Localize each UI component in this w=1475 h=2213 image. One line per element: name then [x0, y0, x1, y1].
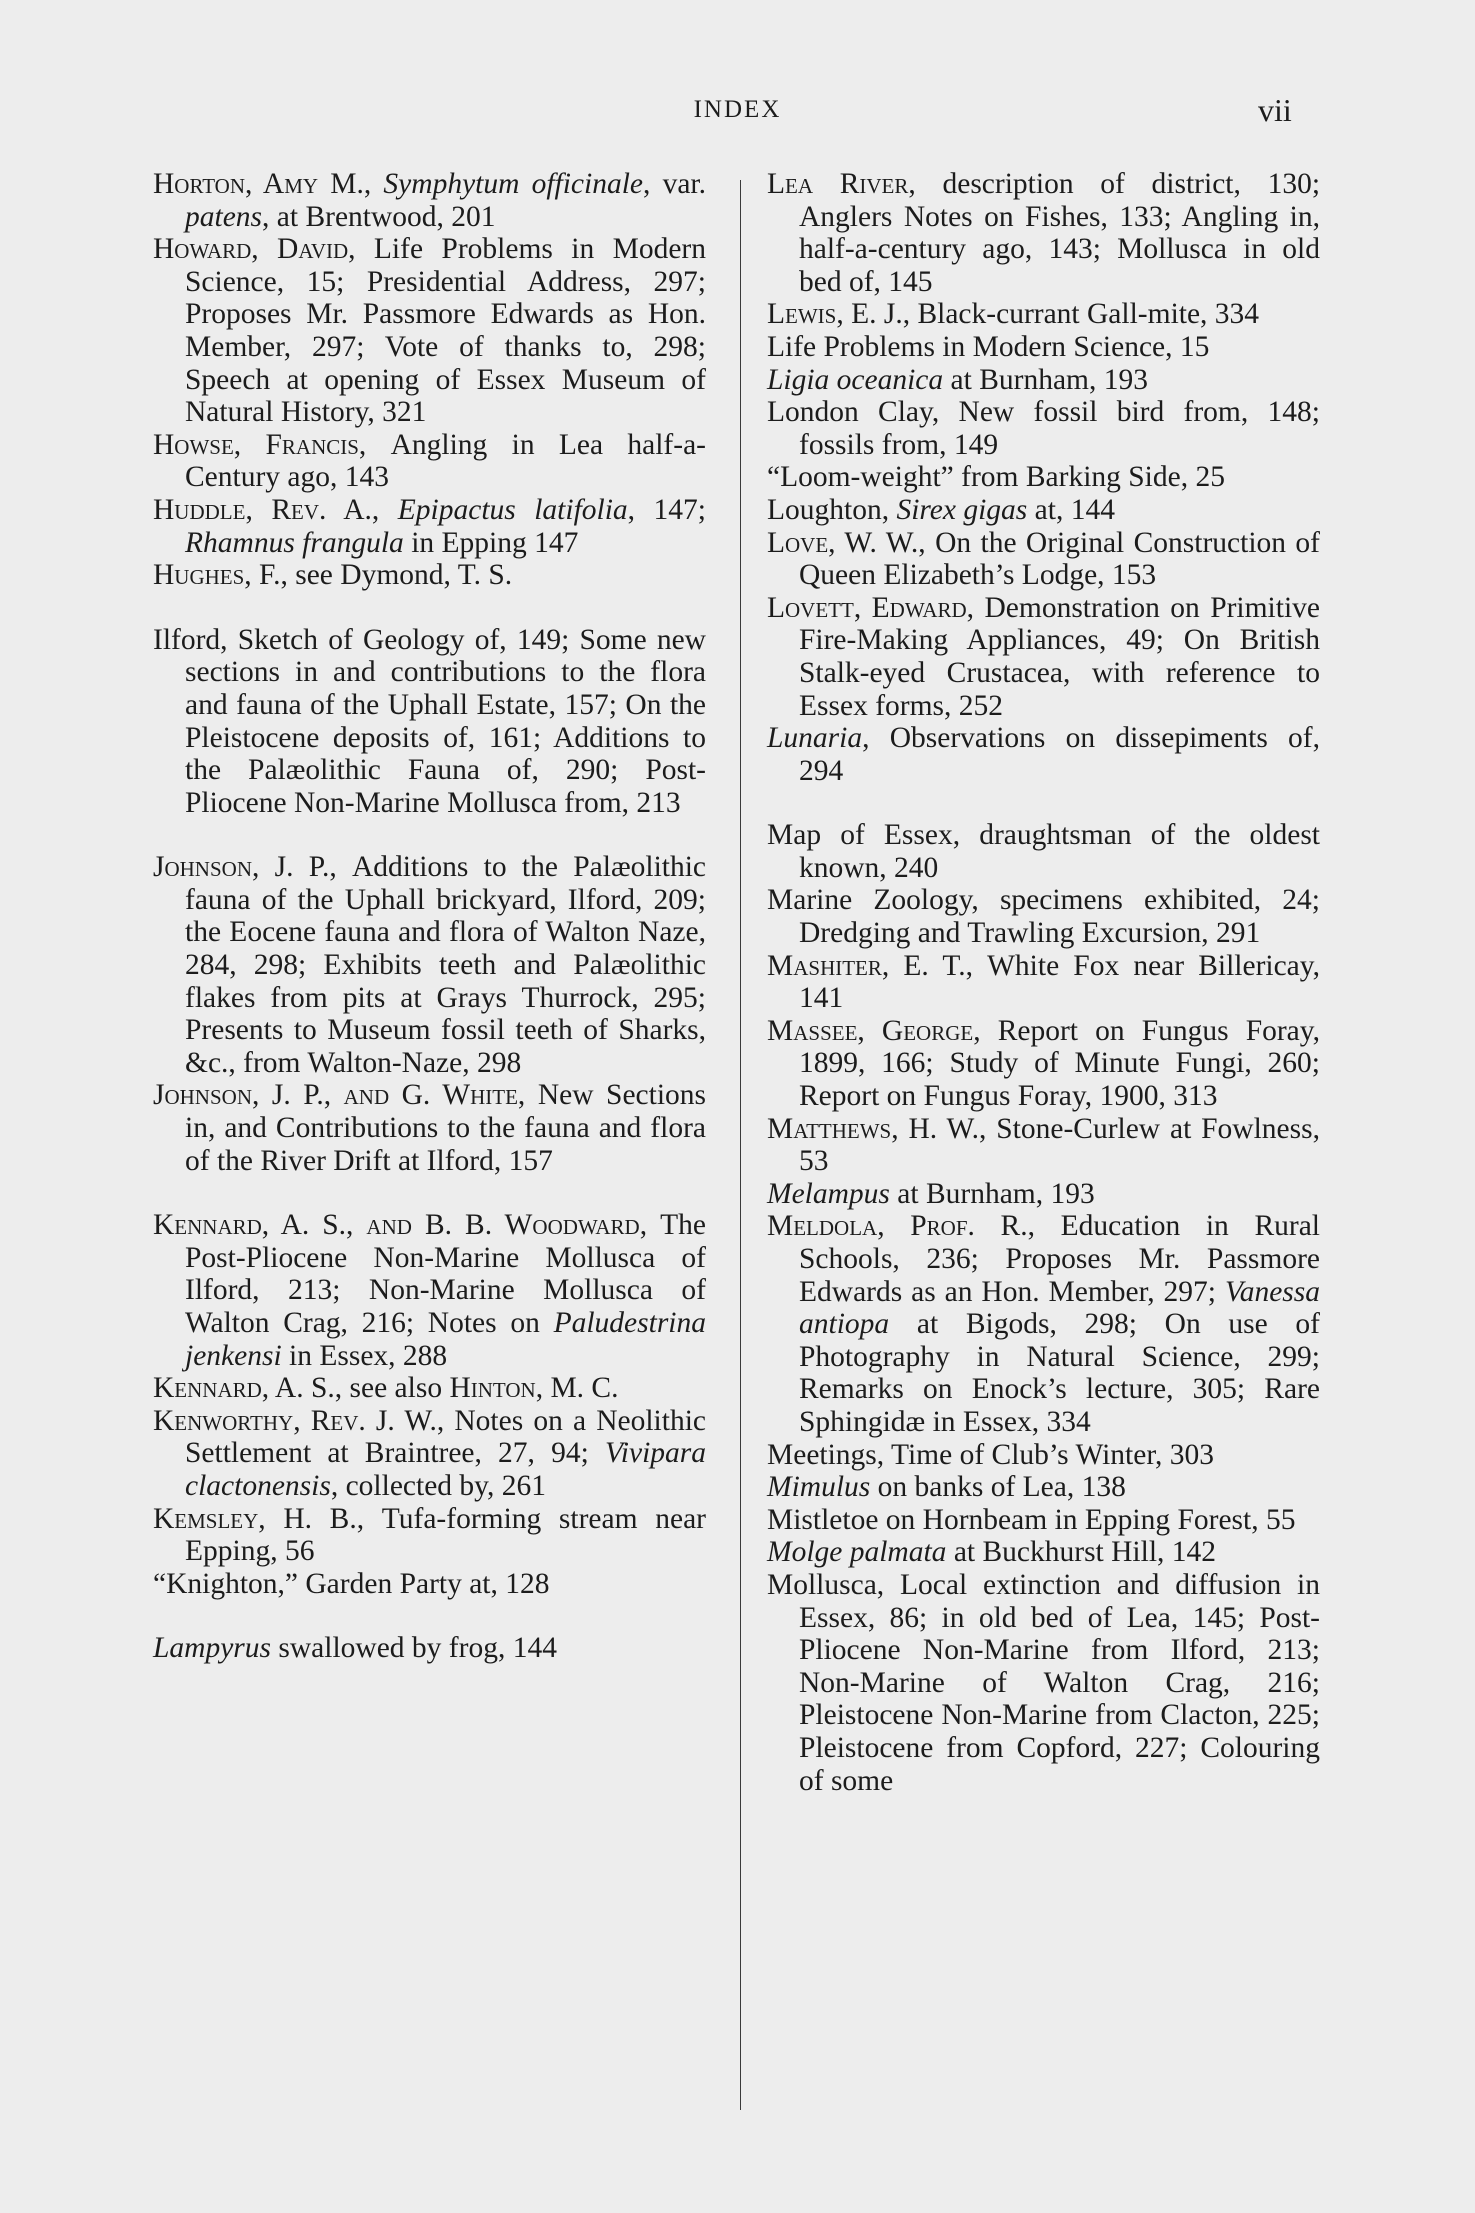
entry-italic-text: Lampyrus: [153, 1632, 272, 1665]
index-entry: [153, 1503, 706, 1568]
index-entry: [767, 1439, 1320, 1472]
index-entry: [767, 1504, 1320, 1537]
entry-text: Stone-Curlew at Fowlness, 53: [799, 1112, 1320, 1178]
index-entry: [153, 1568, 706, 1601]
entry-text: “Loom-weight” from Barking Side, 25: [767, 461, 1225, 494]
entry-italic-text: Sirex gigas: [896, 493, 1028, 526]
column-divider: [740, 180, 741, 2110]
index-entry: [153, 1405, 706, 1503]
entry-name: Lewis, E. J.,: [767, 298, 918, 331]
entry-text: see Dymond, T. S.: [295, 559, 513, 592]
entry-text: Report on Fungus Foray, 1899, 166; Study of Minute Fungi, 260; Report on Fungus Foray, 1900, 313: [799, 1014, 1320, 1113]
page-number: vii: [1258, 92, 1292, 128]
index-entry: [153, 168, 706, 233]
entry-text: Additions to the Palæolithic fauna of the Uphall brickyard, Ilford, 209; the Eocene fauna and flora of Walton Naze, 284, 298; Exhibits teeth and Palæolithic flakes from pits at Grays Thurrock, 295; Presents to Museum fossil teeth of Sharks, &c., from Walton-Naze, 298: [185, 851, 706, 1079]
entry-italic-text: Paludestrina jenkensi: [185, 1307, 706, 1372]
entry-name: Huddle, Rev. A.,: [153, 493, 398, 526]
entry-name: Hinton,: [449, 1372, 551, 1405]
index-entry: [767, 950, 1320, 1015]
entry-name: Meldola, Prof. R.,: [767, 1210, 1061, 1243]
entry-name: Howard, David,: [153, 233, 374, 266]
entry-text: Meetings, Time of Club’s Winter, 303: [767, 1438, 1214, 1471]
entry-text: description of district, 130; Anglers Notes on Fishes, 133; Angling in, half-a-century ago, 143; Mollusca in old bed of, 145: [799, 168, 1321, 298]
entry-name: Howse, Francis,: [153, 428, 391, 461]
entry-text: On the Original Construction of Queen Elizabeth’s Lodge, 153: [799, 526, 1321, 592]
index-entry: [153, 851, 706, 1079]
entry-text: Angling in Lea half-a-Century ago, 143: [185, 428, 706, 494]
entry-text: at, 144: [1027, 493, 1115, 526]
entry-text: Loughton,: [767, 493, 897, 526]
index-entry: [767, 1210, 1320, 1438]
entry-text: in Essex, 288: [281, 1339, 448, 1372]
index-entry: [153, 1079, 706, 1177]
entry-italic-text: Epipactus latifolia: [397, 493, 628, 526]
index-entry: [767, 1178, 1320, 1211]
entry-text: , collected by, 261: [330, 1469, 547, 1502]
entry-text: London Clay, New fossil bird from, 148; fossils from, 149: [767, 396, 1320, 461]
index-entry: [767, 527, 1320, 592]
entry-text: see also: [349, 1372, 450, 1405]
index-entry: [767, 494, 1320, 527]
index-entry: [153, 494, 706, 559]
entry-text: “Knighton,” Garden Party at, 128: [153, 1567, 550, 1600]
entry-name: Johnson, J. P.,: [153, 851, 352, 884]
entry-name: Matthews, H. W.,: [767, 1112, 997, 1145]
index-column-left: [153, 168, 706, 1665]
entry-text: Mollusca, Local extinction and diffusion in Essex, 86; in old bed of Lea, 145; Post-Pliocene Non-Marine from Ilford, 213; Non-Marine of Walton Crag, 216; Pleistocene Non-Marine from Clacton, 225; Pleistocene from Copford, 227; Colouring of some: [767, 1568, 1320, 1797]
index-entry: [767, 592, 1320, 722]
entry-text: Ilford, Sketch of Geology of, 149; Some new sections in and contributions to the flora and fauna of the Uphall Estate, 157; On the Pleistocene deposits of, 161; Additions to the Palæolithic Fauna of, 290; Post-Pliocene Non-Marine Mollusca from, 213: [153, 623, 706, 819]
entry-text: in Epping 147: [403, 526, 579, 559]
entry-text: , var.: [643, 168, 706, 200]
index-entry: [767, 1569, 1320, 1797]
entry-text: Black-currant Gall-mite, 334: [917, 298, 1260, 331]
entry-italic-text: Molge palmata: [767, 1536, 947, 1569]
index-entry: [767, 1015, 1320, 1113]
entry-text: on banks of Lea, 138: [870, 1471, 1126, 1504]
entry-text: at Bigods, 298; On use of Photography in Natural Science, 299; Remarks on Enock’s lecture, 305; Rare Sphingidæ in Essex, 334: [799, 1308, 1320, 1438]
index-entry: [153, 1632, 706, 1665]
entry-name: Kemsley, H. B.,: [153, 1502, 382, 1535]
index-entry: [767, 364, 1320, 397]
entry-name: Kennard, A. S.,: [153, 1372, 350, 1405]
index-entry: [153, 1372, 706, 1405]
index-entry: [767, 819, 1320, 884]
entry-italic-text: Ligia oceanica: [767, 363, 944, 396]
index-entry: [153, 1209, 706, 1372]
entry-italic-text: patens: [185, 200, 263, 233]
entry-text: at Burnham, 193: [943, 363, 1148, 396]
entry-name: Massee, George,: [767, 1014, 998, 1047]
index-entry: [767, 884, 1320, 949]
index-entry: [153, 559, 706, 592]
entry-italic-text: Rhamnus frangula: [185, 526, 404, 559]
index-entry: [767, 168, 1320, 298]
entry-text: at Burnham, 193: [889, 1177, 1095, 1210]
entry-text: Life Problems in Modern Science, 15; Presidential Address, 297; Proposes Mr. Passmore Edwards as Hon. Member, 297; Vote of thanks to, 298; Speech at opening of Essex Museum of Natural History, 321: [185, 233, 706, 429]
entry-text: Tufa-forming stream near Epping, 56: [185, 1502, 706, 1568]
index-entry: [767, 461, 1320, 494]
index-entry: [153, 233, 706, 429]
index-entry: [767, 1536, 1320, 1569]
entry-text: The Post-Pliocene Non-Marine Mollusca of Ilford, 213; Non-Marine Mollusca of Walton Crag, 216; Notes on: [185, 1209, 706, 1339]
entry-name: Love, W. W.,: [767, 526, 936, 559]
entry-italic-text: Symphytum officinale: [383, 168, 644, 200]
entry-name: Mashiter, E. T.,: [767, 949, 988, 982]
index-entry: [767, 1113, 1320, 1178]
index-entry: [767, 331, 1320, 364]
entry-text: , at Brentwood, 201: [262, 200, 496, 233]
entry-text: swallowed by frog, 144: [271, 1632, 557, 1665]
index-entry: [767, 722, 1320, 787]
entry-text: Map of Essex, draughtsman of the oldest known, 240: [767, 819, 1320, 884]
entry-name: Horton, Amy M.,: [153, 168, 384, 200]
entry-text: , 147;: [627, 493, 706, 526]
index-column-right: [767, 168, 1320, 1797]
entry-name: Kenworthy, Rev. J. W.,: [153, 1404, 455, 1437]
entry-text: M. C.: [550, 1372, 619, 1405]
index-entry: [767, 1471, 1320, 1504]
entry-text: at Buckhurst Hill, 142: [946, 1536, 1217, 1569]
entry-italic-text: Melampus: [767, 1177, 890, 1210]
entry-text: , Observations on dissepiments of, 294: [799, 722, 1320, 787]
entry-name: Hughes, F.,: [153, 559, 296, 592]
entry-text: Marine Zoology, specimens exhibited, 24; Dredging and Trawling Excursion, 291: [767, 884, 1320, 950]
page-title: INDEX: [693, 96, 782, 123]
entry-italic-text: Lunaria: [767, 722, 863, 755]
entry-name: Lovett, Edward,: [767, 591, 985, 624]
entry-text: White Fox near Billericay, 141: [799, 949, 1320, 1015]
index-entry: [153, 429, 706, 494]
index-entry: [767, 298, 1320, 331]
entry-italic-text: Vanessa antiopa: [799, 1275, 1320, 1341]
entry-text: New Sections in, and Contributions to the fauna and flora of the River Drift at Ilford, 157: [185, 1079, 707, 1177]
index-entry: [767, 396, 1320, 461]
entry-text: Notes on a Neolithic Settlement at Braintree, 27, 94;: [185, 1404, 706, 1470]
entry-text: Demonstration on Primitive Fire-Making Appliances, 49; On British Stalk-eyed Crustacea, with reference to Essex forms, 252: [799, 591, 1320, 722]
entry-italic-text: Mimulus: [767, 1471, 871, 1504]
entry-name: Kennard, A. S., and B. B. Woodward,: [153, 1209, 661, 1242]
entry-text: Education in Rural Schools, 236; Proposes Mr. Passmore Edwards as an Hon. Member, 297;: [799, 1210, 1320, 1308]
index-entry: [153, 624, 706, 820]
entry-text: Mistletoe on Hornbeam in Epping Forest, 55: [767, 1503, 1296, 1536]
entry-name: Lea River,: [767, 168, 943, 200]
entry-italic-text: Vivipara clactonensis: [185, 1437, 706, 1502]
entry-text: Life Problems in Modern Science, 15: [767, 330, 1210, 363]
entry-name: Johnson, J. P., and G. White,: [153, 1079, 538, 1112]
